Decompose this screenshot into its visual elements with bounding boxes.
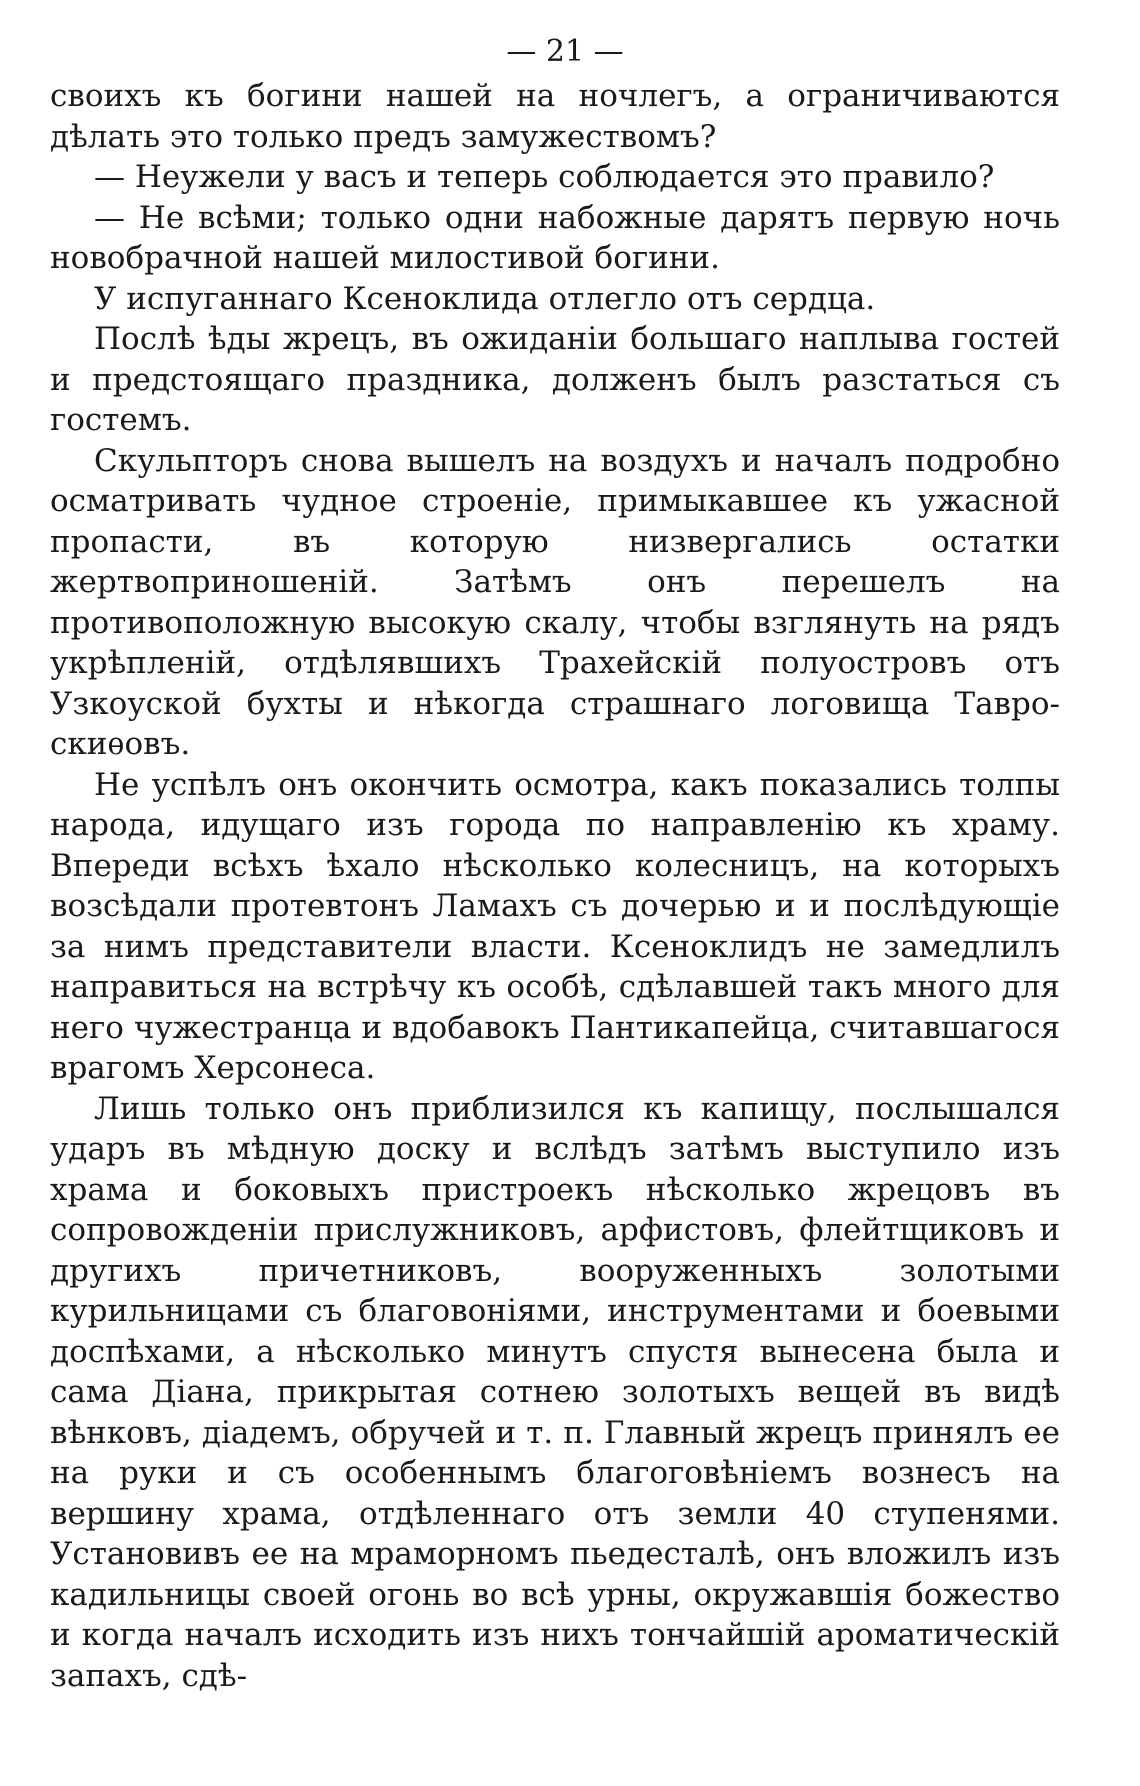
paragraph-dialogue-question: — Неужели у васъ и теперь соблюдается это правило?	[94, 159, 995, 195]
paragraph-dialogue-answer: — Не всѣми; только одни набожные дарятъ первую ночь новобрачной нашей милостивой богини.	[50, 199, 1060, 276]
paragraph-relief: У испуганнаго Ксеноклида отлегло отъ сердца.	[94, 280, 876, 317]
page-number: — 21 —	[506, 34, 624, 69]
paragraph-procession: Лишь только онъ приблизился къ капищу, послышался ударъ въ мѣдную доску и вслѣдъ затѣмъ выступило изъ храма и боковыхъ пристроекъ нѣсколько жрецовъ въ сопровожденіи прислужниковъ, арфистовъ, флейтщиковъ и другихъ причетниковъ, вооруженныхъ золотыми курильницами съ благовоніями, инструментами и боевыми доспѣхами, а нѣсколько минутъ спустя вынесена была и сама Діана, прикрытая сотнею золотыхъ вещей въ видѣ вѣнковъ, діадемъ, обручей и т. п. Главный жрецъ принялъ ее на руки и съ особеннымъ благоговѣніемъ вознесъ на вершину храма, отдѣленнаго отъ земли 40 ступенями. Установивъ ее на мраморномъ пьедесталѣ, онъ вложилъ изъ кадильницы своей огонь во всѣ урны, окружавшія божество и когда началъ исходить изъ нихъ тончайшій ароматическій запахъ, сдѣ-	[50, 1090, 1060, 1694]
paragraph-after-meal: Послѣ ѣды жрецъ, въ ожиданіи большаго наплыва гостей и предстоящаго праздника, долженъ былъ разстаться съ гостемъ.	[50, 321, 1060, 438]
paragraph-sculptor: Скульпторъ снова вышелъ на воздухъ и началъ подробно осматривать чудное строеніе, примыкавшее къ ужасной пропасти, въ которую низвергались остатки жертвоприношеній. Затѣмъ онъ перешелъ на противоположную высокую скалу, чтобы взглянуть на рядъ укрѣпленій, отдѣлявшихъ Трахейскій полуостровъ отъ Узкоуской бухты и нѣкогда страшнаго логовища Тавро-скиѳовъ.	[50, 442, 1060, 762]
book-page	[50, 30, 1060, 1696]
paragraph-crowds: Не успѣлъ онъ окончить осмотра, какъ показались толпы народа, идущаго изъ города по направленію къ храму. Впереди всѣхъ ѣхало нѣсколько колесницъ, на которыхъ возсѣдали протевтонъ Ламахъ съ дочерью и и послѣдующіе за нимъ представители власти. Ксеноклидъ не замедлилъ направиться на встрѣчу къ особѣ, сдѣлавшей такъ много для него чужестранца и вдобавокъ Пантикапейца, считавшагося врагомъ Херсонеса.	[50, 766, 1060, 1086]
paragraph-continuation: своихъ къ богини нашей на ночлегъ, а ограничиваются дѣлать это только предъ замужествомъ?	[50, 78, 1060, 155]
page-text	[50, 76, 1060, 1696]
